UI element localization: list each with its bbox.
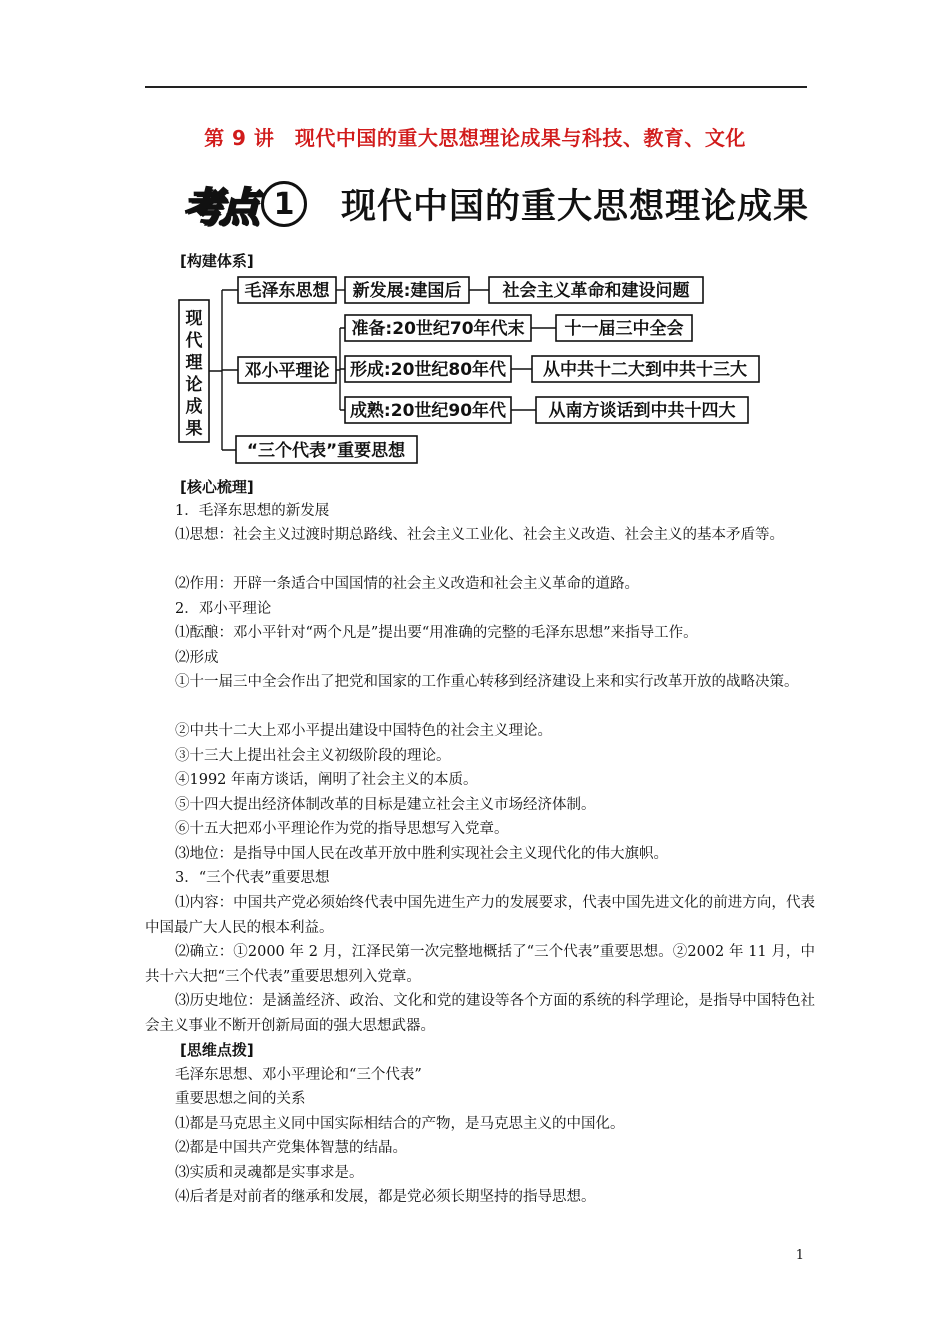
- root-label-char: 理: [185, 353, 203, 373]
- paragraph: ⑵作用：开辟一条适合中国国情的社会主义改造和社会主义革命的道路。: [175, 576, 639, 592]
- paragraph: ⑷后者是对前者的继承和发展，都是党必须长期坚持的指导思想。: [175, 1189, 596, 1205]
- banner-prefix: 考点: [183, 184, 255, 231]
- paragraph: ④1992 年南方谈话，阐明了社会主义的本质。: [175, 772, 478, 788]
- svg-text:成熟:20世纪90年代: 成熟:20世纪90年代: [349, 401, 507, 421]
- paragraph: 3．“三个代表”重要思想: [175, 870, 330, 886]
- paragraph: ⑶实质和灵魂都是实事求是。: [175, 1165, 364, 1181]
- svg-text:准备:20世纪70年代末: 准备:20世纪70年代末: [351, 319, 525, 339]
- paragraph: ⑵都是中国共产党集体智慧的结晶。: [175, 1140, 407, 1156]
- section-core: [核心梳理]: [180, 478, 254, 496]
- svg-text:新发展:建国后: 新发展:建国后: [352, 281, 462, 301]
- root-label-char: 现: [185, 309, 203, 329]
- lesson-title: 第 9 讲 现代中国的重大思想理论成果与科技、教育、文化: [204, 126, 746, 150]
- svg-text:“三个代表”重要思想: “三个代表”重要思想: [246, 441, 406, 461]
- root-connector: [209, 290, 238, 450]
- svg-text:社会主义革命和建设问题: 社会主义革命和建设问题: [502, 281, 690, 301]
- svg-text:形成:20世纪80年代: 形成:20世纪80年代: [349, 360, 507, 380]
- mao-dev-node: [345, 277, 469, 303]
- paragraph: ⑵确立：①2000 年 2 月，江泽民第一次完整地概括了“三个代表”重要思想。②2002 年 11 月，中共十六大把“三个代表”重要思想列入党章。: [145, 944, 815, 985]
- banner-number: 1: [261, 181, 307, 227]
- svg-text:毛泽东思想: 毛泽东思想: [244, 281, 330, 301]
- prep-event-node: [556, 315, 692, 341]
- paragraph: ⑶历史地位：是涵盖经济、政治、文化和党的建设等各个方面的系统的科学理论，是指导中国特色社会主义事业不断开创新局面的强大思想武器。: [145, 993, 815, 1034]
- svg-text:十一届三中全会: 十一届三中全会: [564, 319, 684, 339]
- mature-event-node: [536, 397, 748, 423]
- paragraph: ⑴思想：社会主义过渡时期总路线、社会主义工业化、社会主义改造、社会主义的基本矛盾等。: [175, 527, 784, 543]
- theory-diagram: [0, 0, 950, 480]
- paragraph: ③十三大上提出社会主义初级阶段的理论。: [175, 748, 451, 764]
- paragraph: ⑶地位：是指导中国人民在改革开放中胜利实现社会主义现代化的伟大旗帜。: [175, 846, 668, 862]
- paragraph: ⑴酝酿：邓小平针对“两个凡是”提出要“用准确的完整的毛泽东思想”来指导工作。: [175, 625, 698, 641]
- paragraph: 重要思想之间的关系: [175, 1091, 306, 1107]
- root-node: [179, 300, 209, 442]
- svg-text:邓小平理论: 邓小平理论: [244, 361, 330, 381]
- paragraph: ⑴内容：中国共产党必须始终代表中国先进生产力的发展要求，代表中国先进文化的前进方向，代表中国最广大人民的根本利益。: [145, 895, 815, 936]
- paragraph: ①十一届三中全会作出了把党和国家的工作重心转移到经济建设上来和实行改革开放的战略决策。: [175, 674, 799, 690]
- root-label-char: 论: [185, 375, 203, 395]
- root-label-char: 果: [185, 419, 203, 439]
- paragraph: ⑴都是马克思主义同中国实际相结合的产物，是马克思主义的中国化。: [175, 1116, 625, 1132]
- svg-text:从南方谈话到中共十四大: 从南方谈话到中共十四大: [548, 401, 736, 421]
- form-event-node: [532, 356, 759, 382]
- root-label-char: 成: [185, 397, 203, 417]
- paragraph: 1．毛泽东思想的新发展: [175, 503, 330, 519]
- section-build: [构建体系]: [180, 252, 254, 270]
- paragraph: 2．邓小平理论: [175, 601, 272, 617]
- root-label-char: 代: [185, 331, 203, 351]
- section-tips: [思维点拨]: [180, 1041, 254, 1059]
- deng-node: [238, 357, 336, 383]
- mature-node: [345, 397, 511, 423]
- page-number: 1: [795, 1248, 804, 1263]
- three-node: [236, 436, 417, 463]
- svg-text:从中共十二大到中共十三大: 从中共十二大到中共十三大: [543, 360, 747, 380]
- paragraph: ⑵形成: [175, 650, 219, 666]
- paragraph: ⑤十四大提出经济体制改革的目标是建立社会主义市场经济体制。: [175, 797, 596, 813]
- paragraph: ⑥十五大把邓小平理论作为党的指导思想写入党章。: [175, 821, 509, 837]
- prep-node: [345, 315, 531, 341]
- banner-text: 现代中国的重大思想理论成果: [341, 187, 810, 227]
- mao-topic-node: [489, 277, 703, 303]
- form-node: [345, 356, 511, 382]
- paragraph: 毛泽东思想、邓小平理论和“三个代表”: [175, 1067, 422, 1083]
- deng-connector: [336, 328, 345, 410]
- mao-node: [238, 277, 336, 303]
- paragraph: ②中共十二大上邓小平提出建设中国特色的社会主义理论。: [175, 723, 552, 739]
